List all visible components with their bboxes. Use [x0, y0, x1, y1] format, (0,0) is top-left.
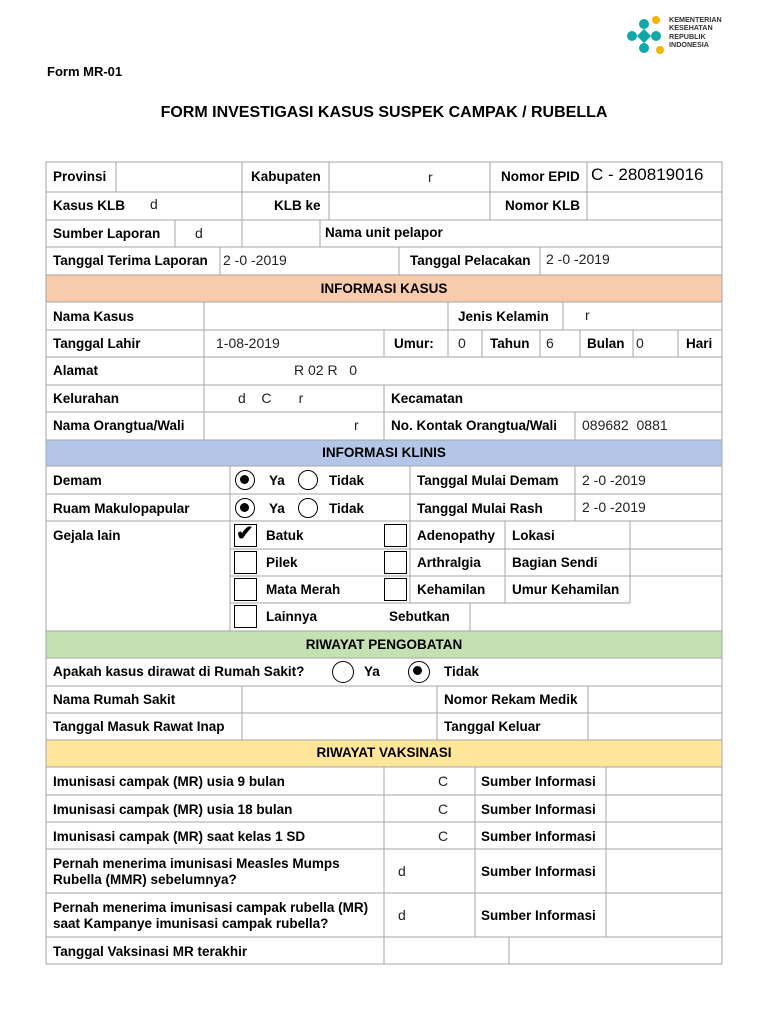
- epid-value[interactable]: C - 280819016: [591, 165, 704, 184]
- sumber-informasi-label: Sumber Informasi: [481, 829, 596, 844]
- orangtua-value[interactable]: r: [354, 417, 359, 433]
- kehamilan-checkbox[interactable]: [384, 578, 407, 601]
- demam-tidak-label: Tidak: [329, 473, 365, 488]
- kasus-klb-value[interactable]: d: [150, 196, 158, 212]
- dirawat-ya-radio[interactable]: [332, 661, 354, 683]
- imunisasi-9-label: Imunisasi campak (MR) usia 9 bulan: [53, 774, 285, 789]
- tanggal-terima-label: Tanggal Terima Laporan: [53, 253, 208, 268]
- ruam-tidak-radio[interactable]: [298, 498, 318, 518]
- sumber-laporan-value[interactable]: d: [195, 225, 203, 241]
- kecamatan-label: Kecamatan: [391, 391, 464, 406]
- alamat-label: Alamat: [53, 363, 99, 378]
- kelurahan-value[interactable]: d C r: [238, 390, 304, 406]
- tanggal-lahir-label: Tanggal Lahir: [53, 336, 141, 351]
- riwayat-pengobatan-header: RIWAYAT PENGOBATAN: [305, 637, 463, 652]
- imunisasi-18-value[interactable]: C: [438, 801, 449, 817]
- mata-merah-checkbox[interactable]: [234, 578, 257, 601]
- mata-merah-label: Mata Merah: [266, 582, 341, 597]
- nama-rs-label: Nama Rumah Sakit: [53, 692, 176, 707]
- kampanye-value[interactable]: d: [398, 907, 406, 923]
- sumber-informasi-label: Sumber Informasi: [481, 864, 596, 879]
- ruam-ya-radio[interactable]: [235, 498, 255, 518]
- tanggal-terima-value[interactable]: 2 -0 -2019: [223, 252, 287, 268]
- umur-value[interactable]: 0: [458, 335, 466, 351]
- logo-line: KESEHATAN: [669, 23, 713, 33]
- ruam-ya-label: Ya: [269, 501, 285, 516]
- ruam-tidak-label: Tidak: [329, 501, 365, 516]
- logo-line: REPUBLIK: [669, 31, 706, 41]
- mulai-rash-value[interactable]: 2 -0 -2019: [582, 499, 646, 515]
- mmr-label-line1: Pernah menerima imunisasi Measles Mumps: [53, 856, 340, 871]
- kabupaten-value[interactable]: r: [428, 169, 433, 185]
- tanggal-lahir-value[interactable]: 1-08-2019: [216, 335, 280, 351]
- informasi-kasus-header: INFORMASI KASUS: [320, 281, 448, 296]
- vaksinasi-terakhir-label: Tanggal Vaksinasi MR terakhir: [53, 944, 248, 959]
- dirawat-tidak-label: Tidak: [444, 664, 480, 679]
- provinsi-label: Provinsi: [53, 169, 107, 184]
- tanggal-pelacakan-label: Tanggal Pelacakan: [410, 253, 531, 268]
- dirawat-tidak-radio[interactable]: [408, 661, 430, 683]
- epid-label: Nomor EPID: [501, 169, 580, 184]
- adenopathy-checkbox[interactable]: [384, 524, 407, 547]
- arthralgia-checkbox[interactable]: [384, 551, 407, 574]
- hari-label: Hari: [686, 336, 713, 351]
- riwayat-vaksinasi-header: RIWAYAT VAKSINASI: [316, 745, 452, 760]
- mmr-value[interactable]: d: [398, 863, 406, 879]
- lainnya-checkbox[interactable]: [234, 605, 257, 628]
- orangtua-label: Nama Orangtua/Wali: [53, 418, 185, 433]
- jenis-kelamin-value[interactable]: r: [585, 307, 590, 323]
- sebutkan-label: Sebutkan: [389, 609, 450, 624]
- demam-ya-label: Ya: [269, 473, 285, 488]
- rekam-medik-label: Nomor Rekam Medik: [444, 692, 578, 707]
- dirawat-label: Apakah kasus dirawat di Rumah Sakit?: [53, 664, 305, 679]
- nomor-klb-label: Nomor KLB: [505, 198, 580, 213]
- kampanye-label-line2: saat Kampanye imunisasi campak rubella?: [53, 916, 329, 931]
- kampanye-label-line1: Pernah menerima imunisasi campak rubella (MR): [53, 900, 369, 915]
- lokasi-label: Lokasi: [512, 528, 555, 543]
- sumber-informasi-label: Sumber Informasi: [481, 802, 596, 817]
- lainnya-label: Lainnya: [266, 609, 318, 624]
- ruam-label: Ruam Makulopapular: [53, 501, 190, 516]
- gejala-lain-label: Gejala lain: [53, 528, 121, 543]
- alamat-value[interactable]: R 02 R 0: [294, 362, 358, 378]
- bagian-sendi-label: Bagian Sendi: [512, 555, 598, 570]
- batuk-label: Batuk: [266, 528, 304, 543]
- mmr-label-line2: Rubella (MMR) sebelumnya?: [53, 872, 237, 887]
- mulai-demam-label: Tanggal Mulai Demam: [417, 473, 559, 488]
- tahun-label: Tahun: [490, 336, 530, 351]
- nama-kasus-label: Nama Kasus: [53, 309, 135, 324]
- klb-ke-label: KLB ke: [274, 198, 321, 213]
- bulan-value[interactable]: 0: [636, 335, 644, 351]
- imunisasi-sd-label: Imunisasi campak (MR) saat kelas 1 SD: [53, 829, 306, 844]
- tahun-value[interactable]: 6: [546, 335, 554, 351]
- sumber-informasi-label: Sumber Informasi: [481, 774, 596, 789]
- kontak-value[interactable]: 089682 0881: [582, 417, 668, 433]
- unit-pelapor-label: Nama unit pelapor: [325, 225, 443, 240]
- demam-ya-radio[interactable]: [235, 470, 255, 490]
- pilek-label: Pilek: [266, 555, 298, 570]
- demam-label: Demam: [53, 473, 102, 488]
- kasus-klb-label: Kasus KLB: [53, 198, 126, 213]
- sumber-informasi-label: Sumber Informasi: [481, 908, 596, 923]
- imunisasi-9-value[interactable]: C: [438, 773, 449, 789]
- kelurahan-label: Kelurahan: [53, 391, 120, 406]
- umur-label: Umur:: [394, 336, 434, 351]
- kehamilan-label: Kehamilan: [417, 582, 486, 597]
- arthralgia-label: Arthralgia: [417, 555, 481, 570]
- demam-tidak-radio[interactable]: [298, 470, 318, 490]
- kabupaten-label: Kabupaten: [251, 169, 321, 184]
- mulai-rash-label: Tanggal Mulai Rash: [417, 501, 543, 516]
- check-icon: ✔: [236, 522, 254, 545]
- imunisasi-18-label: Imunisasi campak (MR) usia 18 bulan: [53, 802, 293, 817]
- tanggal-pelacakan-value[interactable]: 2 -0 -2019: [546, 251, 610, 267]
- pilek-checkbox[interactable]: [234, 551, 257, 574]
- tanggal-masuk-label: Tanggal Masuk Rawat Inap: [53, 719, 225, 734]
- batuk-checkbox[interactable]: [234, 524, 257, 547]
- dirawat-ya-label: Ya: [364, 664, 380, 679]
- form-code: Form MR-01: [47, 64, 123, 79]
- mulai-demam-value[interactable]: 2 -0 -2019: [582, 472, 646, 488]
- informasi-klinis-header: INFORMASI KLINIS: [322, 445, 446, 460]
- tanggal-keluar-label: Tanggal Keluar: [444, 719, 541, 734]
- logo-line: KEMENTERIAN: [669, 15, 722, 24]
- bulan-label: Bulan: [587, 336, 625, 351]
- form-title: FORM INVESTIGASI KASUS SUSPEK CAMPAK / RUBELLA: [160, 104, 608, 121]
- umur-kehamilan-label: Umur Kehamilan: [512, 582, 620, 597]
- logo-line: INDONESIA: [669, 40, 709, 50]
- sumber-laporan-label: Sumber Laporan: [53, 226, 161, 241]
- jenis-kelamin-label: Jenis Kelamin: [458, 309, 549, 324]
- imunisasi-sd-value[interactable]: C: [438, 828, 449, 844]
- kontak-label: No. Kontak Orangtua/Wali: [391, 418, 558, 433]
- adenopathy-label: Adenopathy: [417, 528, 496, 543]
